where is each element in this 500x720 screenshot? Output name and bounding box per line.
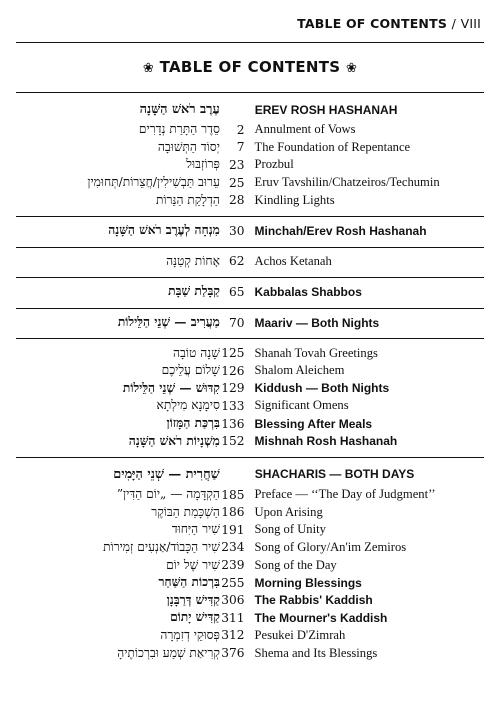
section-header-hebrew: שַׁחֲרִית — שְׁנֵי הַיָּמִים bbox=[113, 466, 220, 482]
running-head bbox=[297, 16, 484, 31]
running-head-title: TABLE OF CONTENTS bbox=[297, 16, 448, 31]
entry-english-title: Preface — ‘‘The Day of Judgment’’ bbox=[254, 487, 436, 502]
section-header-english: EREV ROSH HASHANAH bbox=[254, 102, 398, 117]
entry-page-number: 126 bbox=[221, 363, 245, 378]
page-title-text: TABLE OF CONTENTS bbox=[159, 58, 341, 76]
ornament-right-icon: ❀ bbox=[345, 61, 358, 76]
entry-hebrew-title: אָחוֹת קְטַנָּה bbox=[166, 253, 220, 268]
toc-entry[interactable] bbox=[16, 556, 484, 574]
entry-english-title: Shema and Its Blessings bbox=[254, 645, 378, 660]
ornament-left-icon: ❀ bbox=[142, 61, 155, 76]
toc-section bbox=[16, 308, 484, 339]
entry-hebrew-title: הַשְׁכָּמַת הַבּוֹקֶר bbox=[151, 504, 220, 519]
toc-section bbox=[16, 457, 484, 669]
entry-hebrew-title: שִׁיר שֶׁל יוֹם bbox=[166, 557, 220, 572]
entry-page-number: 255 bbox=[221, 575, 245, 590]
entry-english-title: Shalom Aleichem bbox=[254, 363, 345, 378]
toc-section bbox=[16, 338, 484, 457]
entry-hebrew-title: שִׁיר הַכָּבוֹד/אַנְעִים זְמִירוֹת bbox=[103, 539, 220, 554]
toc-section bbox=[16, 247, 484, 278]
toc-entry[interactable] bbox=[16, 344, 484, 362]
entry-english-title: Achos Ketanah bbox=[254, 253, 332, 268]
entry-page-number: 306 bbox=[221, 593, 245, 608]
entry-english-title: The Foundation of Repentance bbox=[254, 139, 411, 154]
toc-entry[interactable] bbox=[16, 397, 484, 415]
entry-english-title: The Rabbis' Kaddish bbox=[254, 593, 373, 608]
entry-page-number: 133 bbox=[221, 398, 245, 413]
entry-english-title: Eruv Tavshilin/Chatzeiros/Techumin bbox=[254, 175, 440, 190]
toc-entry[interactable] bbox=[16, 627, 484, 645]
entry-page-number: 152 bbox=[221, 434, 245, 449]
toc-entry[interactable] bbox=[16, 644, 484, 662]
toc-entry[interactable] bbox=[16, 415, 484, 433]
section-header-english: SHACHARIS — BOTH DAYS bbox=[254, 467, 415, 482]
entry-hebrew-title: קַדִּישׁ דְּרַבָּנָן bbox=[166, 592, 220, 607]
entry-page-number: 234 bbox=[221, 540, 245, 555]
entry-english-title: Shanah Tovah Greetings bbox=[254, 345, 378, 360]
entry-page-number: 186 bbox=[221, 505, 245, 520]
entry-page-number: 239 bbox=[221, 558, 245, 573]
toc-section bbox=[16, 277, 484, 308]
entry-page-number: 65 bbox=[229, 284, 245, 299]
entry-english-title: Minchah/Erev Rosh Hashanah bbox=[254, 223, 427, 238]
toc-entry[interactable] bbox=[16, 380, 484, 398]
entry-hebrew-title: עֵרוּב תַּבְשִׁילִין/חֲצֵרוֹת/תְּחוּמִין bbox=[87, 175, 220, 190]
entry-hebrew-title: סֵדֶר הַתָּרַת נְדָרִים bbox=[138, 122, 220, 137]
section-header-hebrew: עֶרֶב רֹאשׁ הַשָּׁנָה bbox=[139, 102, 220, 117]
entry-hebrew-title: בִּרְכַּת הַמָּזוֹן bbox=[166, 416, 220, 431]
section-header bbox=[16, 463, 484, 486]
entry-english-title: Blessing After Meals bbox=[254, 416, 373, 431]
entry-page-number: 311 bbox=[221, 610, 245, 625]
entry-hebrew-title: שָׁלוֹם עֲלֵיכֶם bbox=[161, 363, 220, 378]
toc-entry[interactable] bbox=[16, 222, 484, 240]
toc-entry[interactable] bbox=[16, 156, 484, 174]
toc-entry[interactable] bbox=[16, 139, 484, 157]
entry-page-number: 185 bbox=[221, 487, 245, 502]
entry-page-number: 70 bbox=[229, 315, 245, 330]
entry-hebrew-title: סִימָנָא מִילְתָא bbox=[156, 398, 220, 413]
toc-entry[interactable] bbox=[16, 432, 484, 450]
entry-english-title: Mishnah Rosh Hashanah bbox=[254, 434, 398, 449]
entry-hebrew-title: פְּסוּקֵי דְזִמְרָה bbox=[160, 627, 220, 642]
entry-english-title: Morning Blessings bbox=[254, 575, 362, 590]
entry-hebrew-title: בִּרְכוֹת הַשַּׁחַר bbox=[158, 575, 220, 590]
entry-hebrew-title: הַדְלָקַת הַנֵּרוֹת bbox=[155, 192, 220, 207]
entry-english-title: Kabbalas Shabbos bbox=[254, 284, 362, 299]
entry-english-title: The Mourner's Kaddish bbox=[254, 610, 388, 625]
entry-hebrew-title: מִנְחָה לְעֶרֶב רֹאשׁ הַשָּׁנָה bbox=[108, 223, 220, 238]
entry-page-number: 129 bbox=[221, 381, 245, 396]
entry-page-number: 30 bbox=[229, 223, 245, 238]
toc-entry[interactable] bbox=[16, 539, 484, 557]
toc-entry[interactable] bbox=[16, 574, 484, 592]
entry-page-number: 25 bbox=[229, 175, 245, 190]
toc-entry[interactable] bbox=[16, 591, 484, 609]
entry-english-title: Kindling Lights bbox=[254, 192, 335, 207]
entry-english-title: Kiddush — Both Nights bbox=[254, 381, 390, 396]
entry-english-title: Annulment of Vows bbox=[254, 122, 356, 137]
entry-hebrew-title: קִדּוּשׁ — שְׁנֵי הַלֵּילוֹת bbox=[122, 380, 220, 395]
entry-english-title: Maariv — Both Nights bbox=[254, 315, 380, 330]
entry-page-number: 28 bbox=[229, 193, 245, 208]
toc-entry[interactable] bbox=[16, 486, 484, 504]
toc-entry[interactable] bbox=[16, 253, 484, 271]
entry-page-number: 136 bbox=[221, 416, 245, 431]
entry-hebrew-title: קַבָּלַת שַׁבָּת bbox=[168, 284, 220, 299]
toc-entry[interactable] bbox=[16, 121, 484, 139]
entry-page-number: 62 bbox=[229, 254, 245, 269]
table-of-contents bbox=[16, 92, 484, 669]
toc-entry[interactable] bbox=[16, 521, 484, 539]
entry-english-title: Song of the Day bbox=[254, 557, 337, 572]
entry-hebrew-title: קְרִיאַת שְׁמַע וּבִרְכוֹתֶיהָ bbox=[117, 645, 220, 660]
entry-page-number: 191 bbox=[221, 522, 245, 537]
entry-page-number: 23 bbox=[229, 157, 245, 172]
entry-hebrew-title: הַקְדָּמָה — „יוֹם הַדִּין” bbox=[116, 487, 220, 502]
toc-section bbox=[16, 216, 484, 247]
toc-entry[interactable] bbox=[16, 504, 484, 522]
top-rule bbox=[16, 42, 484, 43]
toc-entry[interactable] bbox=[16, 283, 484, 301]
entry-hebrew-title: שִׁיר הַיִּחוּד bbox=[171, 522, 220, 537]
entry-english-title: Significant Omens bbox=[254, 398, 349, 413]
entry-english-title: Song of Unity bbox=[254, 522, 326, 537]
toc-entry[interactable] bbox=[16, 174, 484, 192]
toc-entry[interactable] bbox=[16, 191, 484, 209]
entry-english-title: Song of Glory/An'im Zemiros bbox=[254, 539, 407, 554]
entry-english-title: Upon Arising bbox=[254, 504, 323, 519]
entry-hebrew-title: פְּרוֹזְבּוּל bbox=[186, 157, 220, 172]
entry-page-number: 7 bbox=[236, 140, 245, 155]
entry-page-number: 376 bbox=[221, 646, 245, 661]
running-head-separator: / bbox=[451, 16, 457, 31]
section-header bbox=[16, 98, 484, 121]
entry-page-number: 2 bbox=[236, 122, 245, 137]
toc-section bbox=[16, 92, 484, 216]
entry-english-title: Prozbul bbox=[254, 157, 294, 172]
entry-hebrew-title: יְסוֹד הַתְּשׁוּבָה bbox=[157, 139, 220, 154]
toc-entry[interactable] bbox=[16, 609, 484, 627]
entry-hebrew-title: קַדִּישׁ יָתוֹם bbox=[170, 610, 220, 625]
entry-hebrew-title: מִשְׁנָיוֹת רֹאשׁ הַשָּׁנָה bbox=[128, 433, 220, 448]
page-title bbox=[0, 58, 500, 76]
entry-page-number: 312 bbox=[221, 628, 245, 643]
entry-hebrew-title: שָׁנָה טוֹבָה bbox=[173, 345, 220, 360]
running-head-page-number: VIII bbox=[460, 16, 481, 31]
toc-entry[interactable] bbox=[16, 362, 484, 380]
entry-hebrew-title: מַעֲרִיב — שְׁנֵי הַלֵּילוֹת bbox=[117, 315, 220, 330]
toc-entry[interactable] bbox=[16, 314, 484, 332]
entry-page-number: 125 bbox=[221, 346, 245, 361]
entry-english-title: Pesukei D'Zimrah bbox=[254, 627, 346, 642]
